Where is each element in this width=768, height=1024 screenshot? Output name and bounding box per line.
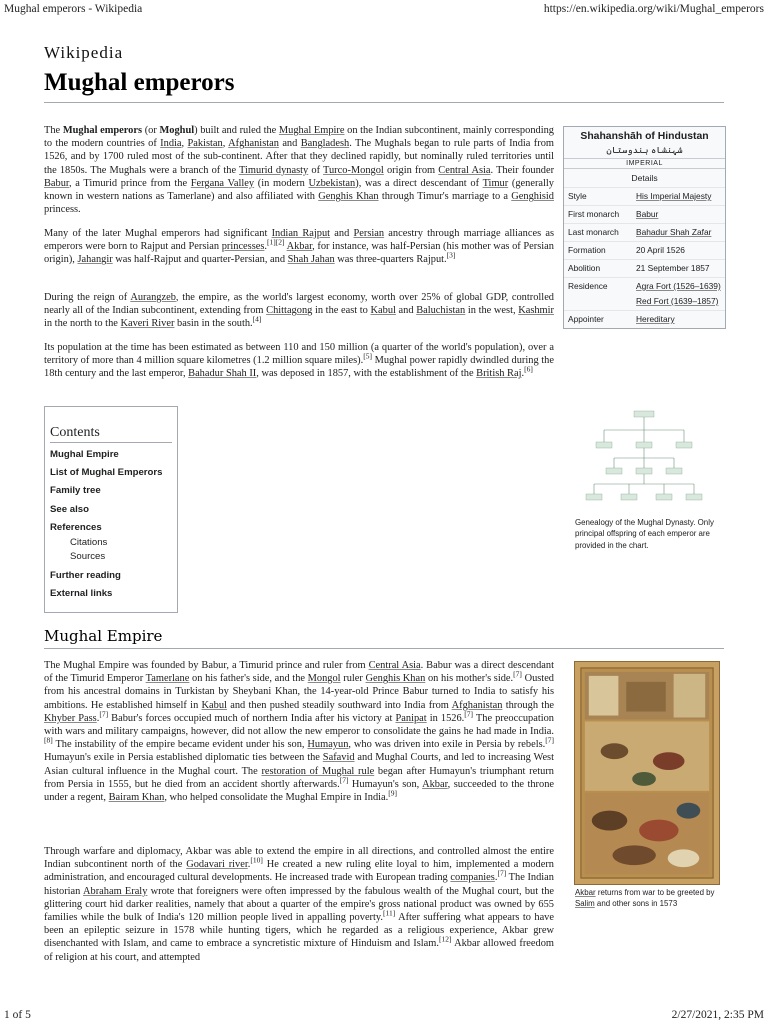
intro-paragraph-2: Many of the later Mughal emperors had significant Indian Rajput and Persian ancestry through marriage alliances as emperors were born to Rajput and Persian princesses.[1][2] Akbar, for instance, was half-Persian (his mother was of Persian origin), Jahangir was half-Rajput and quarter-Persian, and Shah Jahan was three-quarters Rajput.[3] (44, 228, 554, 266)
intro-paragraph-4: Its population at the time has been estimated as between 110 and 150 million (a quarter of the world's population), over a territory of more than 4 million square kilometres (1.2 million square miles).[5] Mughal power rapidly dwindled during the 18th century and the last emperor, Bahadur Shah II, was deposed in 1857, with the establishment of the British Raj.[6] (44, 342, 554, 380)
title-divider (44, 102, 724, 103)
infobox-row (564, 187, 725, 205)
link-mughal-empire[interactable]: Mughal Empire (278, 125, 345, 136)
toc-item[interactable]: Family tree (50, 485, 101, 497)
infobox-imperial-label: IMPERIAL (564, 158, 725, 169)
section-paragraph-1: The Mughal Empire was founded by Babur, a Timurid prince and ruler from Central Asia. Babur was a direct descendant of the Timurid Emperor Tamerlane on his father's side, and the Mongol ruler Genghis Khan on his mother's side.[7] Ousted from his ancestral domains in Turkistan by Sheybani Khan, the 14-year-old Prince Babur turned to India to satisfy his ambitions. He established himself in Kabul and then pushed steadily southward into India from Afghanistan through the Khyber Pass.[7] Babur's forces occupied much of northern India after his victory at Panipat in 1526.[7] The preoccupation with wars and military campaigns, however, did not allow the new emperor to consolidate the gains he had made in India.[8] The instability of the empire became evident under his son, Humayun, who was driven into exile in Persia by rebels.[7] Humayun's exile in Persia established diplomatic ties between the Safavid and Mughal Courts, and led to increasing West Asian cultural influence in the Mughal court. The restoration of Mughal rule began after Humayun's triumphant return from Persia in 1555, but he died from an accident shortly afterwards.[7] Humayun's son, Akbar, succeeded to the throne under a regent, Bairam Khan, who helped consolidate the Mughal Empire in India.[9] (44, 660, 555, 804)
infobox-value[interactable]: Bahadur Shah Zafar (636, 227, 712, 237)
infobox-row (564, 277, 725, 310)
link-timur[interactable]: Timur (482, 177, 509, 189)
infobox-key: Formation (568, 245, 606, 255)
infobox-row (564, 259, 725, 277)
infobox-title: Shahanshāh of Hindustan (580, 131, 709, 142)
infobox-row (564, 310, 725, 328)
infobox-value: 21 September 1857 (636, 263, 710, 273)
link-india[interactable]: India (160, 138, 182, 150)
infobox-key: Abolition (568, 263, 601, 273)
link-genghisid[interactable]: Genghisid (511, 191, 554, 203)
infobox-key: Last monarch (568, 227, 619, 237)
toc-item[interactable]: External links (50, 588, 113, 600)
link-genghis[interactable]: Genghis Khan (318, 191, 379, 203)
link-babur[interactable]: Babur (44, 177, 69, 189)
caption-link-akbar[interactable]: Akbar (575, 888, 596, 897)
section-heading: Mughal Empire (44, 627, 163, 645)
infobox-value[interactable]: Hereditary (636, 314, 675, 324)
akbar-painting-image[interactable] (574, 661, 720, 885)
page-title: Mughal emperors (44, 69, 235, 96)
section-divider (44, 648, 724, 649)
toc-item[interactable]: Mughal Empire (50, 449, 119, 460)
infobox-key: Residence (568, 281, 608, 291)
wikipedia-wordmark[interactable]: Wikipedia (44, 43, 124, 62)
infobox-row (564, 205, 725, 223)
toc-item[interactable]: See also (50, 503, 89, 515)
print-page-number: 1 of 5 (4, 1009, 31, 1021)
infobox-value: 20 April 1526 (636, 245, 685, 255)
infobox-key: Appointer (568, 314, 604, 324)
infobox-row (564, 241, 725, 259)
print-url[interactable]: https://en.wikipedia.org/wiki/Mughal_emperors (543, 3, 764, 15)
infobox-value[interactable]: Agra Fort (1526–1639) (636, 281, 721, 291)
infobox-native-title: شہنشاہ ہندوستان (606, 145, 683, 155)
intro-paragraph-1: The Mughal emperors (or Moghul) built and ruled the Mughal Empire on the Indian subcontinent, mainly corresponding to the modern countries of India, Pakistan, Afghanistan and Bangladesh. The Mughals began to rule parts of India from 1526, and by 1700 ruled most of the sub-continent. After that they declined rapidly, but nominally ruled territories until the 1850s. The Mughals were a branch of the Timurid dynasty of Turco-Mongol origin from Central Asia. Their founder Babur, a Timurid prince from the Fergana Valley (in modern Uzbekistan), was a direct descendant of Timur (generally known in western nations as Tamerlane) and also affiliated with Genghis Khan through Timur's marriage to a Genghisid princess. (44, 125, 555, 216)
toc-title: Contents (50, 407, 172, 443)
infobox (563, 126, 726, 329)
print-page-title: Mughal emperors - Wikipedia (4, 3, 143, 15)
infobox-value[interactable]: His Imperial Majesty (636, 191, 712, 201)
print-header (0, 0, 768, 20)
toc-subitem[interactable]: Sources (70, 551, 106, 563)
toc-item[interactable]: References (50, 521, 102, 533)
painting-caption (575, 887, 720, 910)
link-timurid[interactable]: Timurid dynasty (239, 164, 309, 176)
infobox-key: First monarch (568, 209, 620, 219)
infobox-value[interactable]: Red Fort (1639–1857) (636, 296, 719, 306)
infobox-row (564, 223, 725, 241)
section-paragraph-2: Through warfare and diplomacy, Akbar was able to extend the empire in all directions, and controlled almost the entire Indian subcontinent north of the Godavari river.[10] He created a new ruling elite loyal to him, implemented a modern administration, and encouraged cultural developments. He increased trade with European trading companies.[7] The Indian historian Abraham Eraly wrote that foreigners were often impressed by the fabulous wealth of the Mughal court, but the glittering court hid darker realities, namely that about a quarter of the empire's gross national product was owned by 655 families while the bulk of India's 120 million people lived in appalling poverty.[11] After suffering what appears to have been an epileptic seizure in 1578 while hunting tigers, which he regarded as a religious experience, Akbar grew disenchanted with Islam, and came to embrace a syncretistic mixture of Hinduism and Islam.[12] Akbar allowed freedom of religion at his court, and attempted (44, 846, 555, 963)
toc-item[interactable]: Further reading (50, 570, 121, 582)
intro-paragraph-3: During the reign of Aurangzeb, the empire, as the world's largest economy, worth over 25% of global GDP, controlled nearly all of the Indian subcontinent, extending from Chittagong in the east to Kabul and Baluchistan in the west, Kashmir in the north to the Kaveri River basin in the south.[4] (44, 292, 554, 330)
link-fergana[interactable]: Fergana Valley (190, 177, 255, 189)
link-central-asia[interactable]: Central Asia (438, 164, 491, 176)
caption-text: returns from war to be greeted by (595, 888, 715, 897)
family-tree-image[interactable] (574, 408, 714, 512)
table-of-contents (44, 406, 178, 613)
toc-item[interactable]: List of Mughal Emperors (50, 467, 163, 479)
infobox-value[interactable]: Babur (636, 209, 659, 219)
link-afghanistan[interactable]: Afghanistan (228, 138, 279, 150)
link-bangladesh[interactable]: Bangladesh (300, 138, 350, 150)
print-timestamp: 2/27/2021, 2:35 PM (671, 1009, 764, 1021)
toc-subitem[interactable]: Citations (70, 536, 108, 548)
link-uzbekistan[interactable]: Uzbekistan (308, 177, 356, 189)
infobox-key: Style (568, 191, 587, 201)
link-pakistan[interactable]: Pakistan (187, 138, 223, 150)
family-tree-caption: Genealogy of the Mughal Dynasty. Only principal offspring of each emperor are provided in the chart. (575, 518, 714, 550)
infobox-details-heading: Details (631, 173, 658, 183)
caption-text: and other sons in 1573 (594, 899, 678, 909)
caption-link-salim[interactable]: Salim (575, 899, 595, 909)
link-turco-mongol[interactable]: Turco-Mongol (323, 164, 384, 176)
